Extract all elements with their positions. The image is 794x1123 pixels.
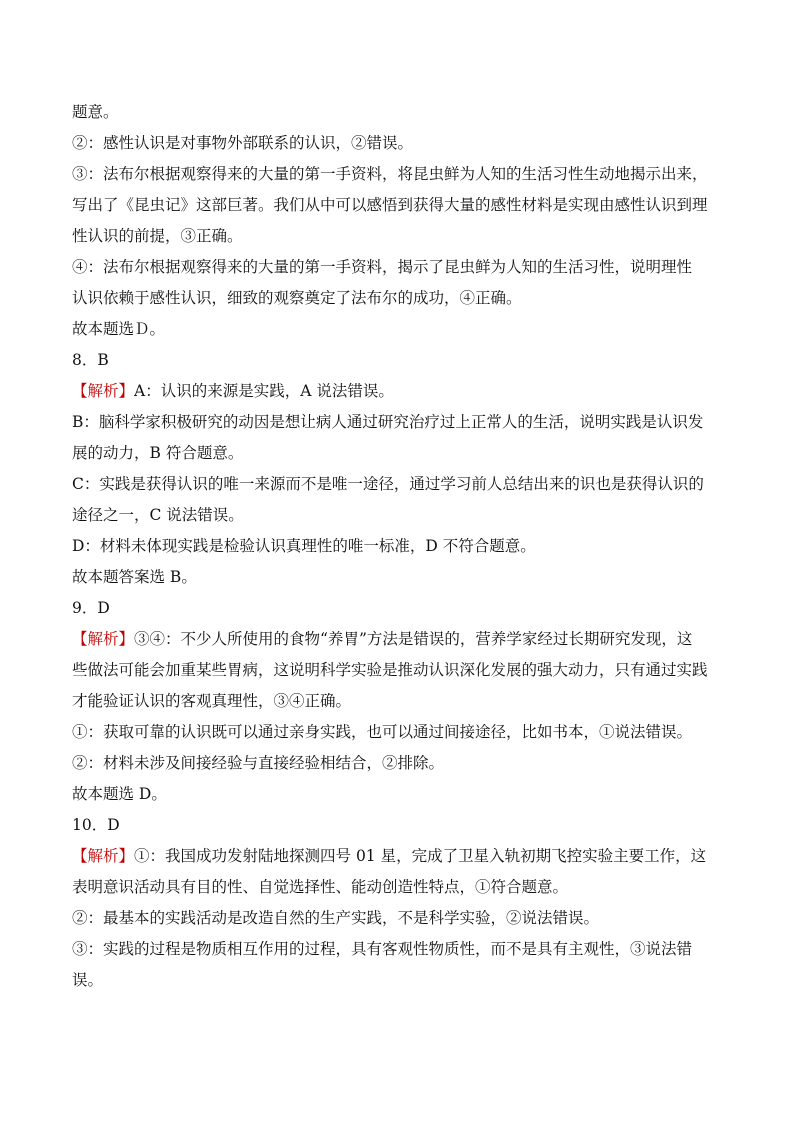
- line-text: 表明意识活动具有目的性、自觉选择性、能动创造性特点，①符合题意。: [72, 878, 569, 896]
- line-text: ③：法布尔根据观察得来的大量的第一手资料，将昆虫鲜为人知的生活习性生动地揭示出来，: [72, 165, 708, 183]
- text-line: [72, 97, 724, 128]
- line-text: 写出了《昆虫记》这部巨著。我们从中可以感悟到获得大量的感性材料是实现由感性认识到理: [72, 196, 708, 214]
- line-text: ②：最基本的实践活动是改造自然的生产实践，不是科学实验，②说法错误。: [72, 909, 600, 927]
- line-text: ②：感性认识是对事物外部联系的认识，②错误。: [72, 134, 414, 152]
- line-text: ④：法布尔根据观察得来的大量的第一手资料，揭示了昆虫鲜为人知的生活习性，说明理性: [72, 258, 693, 276]
- text-line: [72, 438, 724, 469]
- text-line: [72, 624, 724, 655]
- line-text: 才能验证认识的客观真理性，③④正确。: [72, 692, 352, 710]
- question-answer: [72, 345, 724, 376]
- line-text: 故本题答案选 B。: [72, 568, 197, 586]
- analysis-tag: 【解析】: [72, 847, 135, 865]
- line-text: ③：实践的过程是物质相互作用的过程，具有客观性物质性，而不是具有主观性，③说法错: [72, 940, 693, 958]
- question-answer: [72, 810, 724, 841]
- line-text: 误。: [72, 971, 104, 989]
- line-text: 认识依赖于感性认识，细致的观察奠定了法布尔的成功，④正确。: [72, 289, 522, 307]
- text-line: [72, 190, 724, 221]
- line-text: ①：获取可靠的认识既可以通过亲身实践，也可以通过间接途径，比如书本，①说法错误。: [72, 723, 693, 741]
- line-text: ②：材料未涉及间接经验与直接经验相结合，②排除。: [72, 754, 445, 772]
- text-line: [72, 779, 724, 810]
- text-line: [72, 841, 724, 872]
- line-text: ③④：不少人所使用的食物“养胃”方法是错误的，营养学家经过长期研究发现，这: [134, 630, 693, 648]
- line-text: C：实践是获得认识的唯一来源而不是唯一途径，通过学习前人总结出来的识也是获得认识的: [72, 475, 704, 493]
- text-line: [72, 562, 724, 593]
- line-text: A：认识的来源是实践，A 说法错误。: [134, 382, 394, 400]
- text-line: [72, 159, 724, 190]
- text-line: [72, 748, 724, 779]
- line-text: 展的动力，B 符合题意。: [72, 444, 244, 462]
- text-line: [72, 934, 724, 965]
- line-text: 10．D: [72, 816, 120, 834]
- line-text: 性认识的前提，③正确。: [72, 227, 243, 245]
- text-line: [72, 903, 724, 934]
- line-text: 途径之一，C 说法错误。: [72, 506, 244, 524]
- text-line: [72, 221, 724, 252]
- text-line: [72, 686, 724, 717]
- line-text: 些做法可能会加重某些胃病，这说明科学实验是推动认识深化发展的强大动力，只有通过实践: [72, 661, 708, 679]
- text-line: [72, 500, 724, 531]
- text-line: [72, 252, 724, 283]
- line-text: 故本题选 D。: [72, 785, 167, 803]
- line-text: 8．B: [72, 351, 109, 369]
- text-line: [72, 469, 724, 500]
- analysis-tag: 【解析】: [72, 382, 135, 400]
- text-line: [72, 965, 724, 996]
- text-line: [72, 717, 724, 748]
- line-text: 题意。: [72, 103, 119, 121]
- line-text: B：脑科学家积极研究的动因是想让病人通过研究治疗过上正常人的生活，说明实践是认识发: [72, 413, 704, 431]
- text-line: [72, 128, 724, 159]
- question-answer: [72, 593, 724, 624]
- text-line: [72, 531, 724, 562]
- text-line: [72, 376, 724, 407]
- text-line: [72, 283, 724, 314]
- line-text: 9．D: [72, 599, 110, 617]
- text-line: [72, 407, 724, 438]
- text-line: [72, 872, 724, 903]
- line-text: ①：我国成功发射陆地探测四号 01 星，完成了卫星入轨初期飞控实验主要工作，这: [134, 847, 707, 865]
- text-line: [72, 655, 724, 686]
- document-body: [72, 97, 724, 996]
- text-line: [72, 314, 724, 345]
- analysis-tag: 【解析】: [72, 630, 135, 648]
- line-text: D：材料未体现实践是检验认识真理性的唯一标准，D 不符合题意。: [72, 537, 536, 555]
- line-text: 故本题选Ｄ。: [72, 320, 166, 338]
